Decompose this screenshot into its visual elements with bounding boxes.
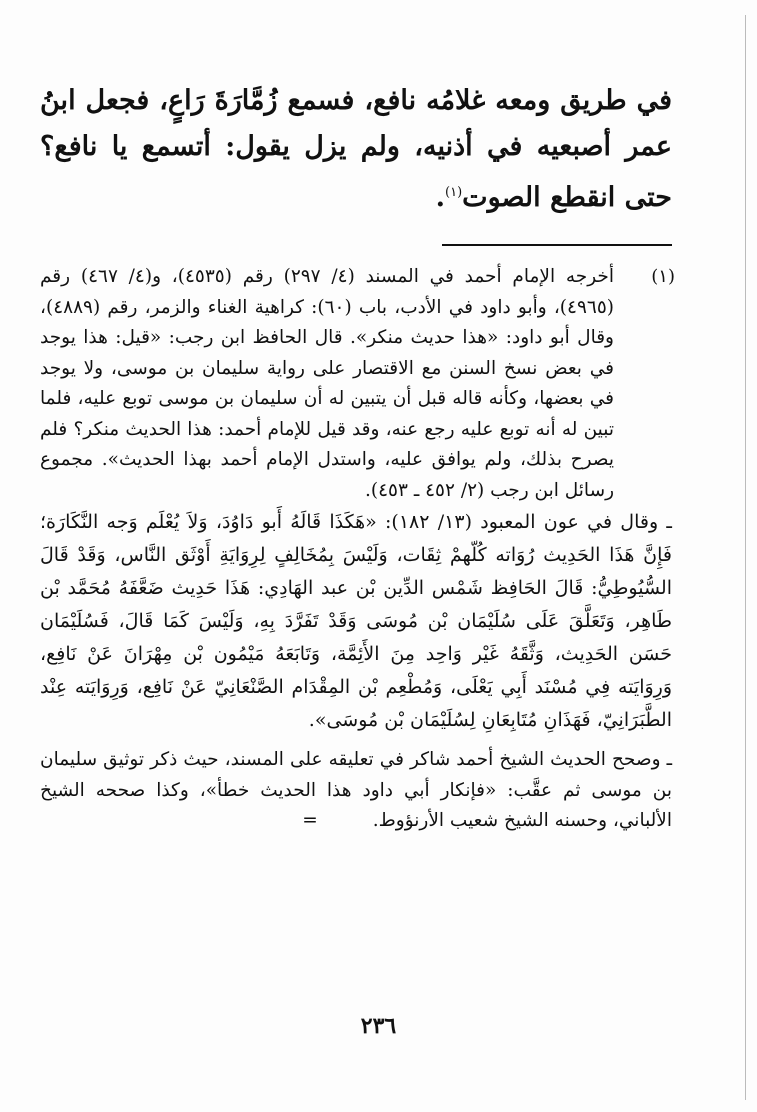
footnote-paragraph-3-text: ـ وصحح الحديث الشيخ أحمد شاكر في تعليقه على المسند، حيث ذكر توثيق سليمان بن موسى ثم عقَّب: «فإنكار أبي داود هذا الحديث خطأ»، وكذا صححه الشيخ الألباني، وحسنه الشيخ شعيب الأرنؤوط. <box>40 749 672 831</box>
footnote-reference[interactable]: (١) <box>445 185 463 200</box>
continuation-mark: = <box>302 810 318 831</box>
footnote-section <box>40 262 672 837</box>
main-text-body: في طريق ومعه غلامُه نافع، فسمع زُمَّارَةَ رَاعٍ، فجعل ابنُ عمر أصبعيه في أذنيه، ولم يزل يقول: أتسمع يا نافع؟ حتى انقطع الصوت <box>40 85 672 213</box>
page-edge-line <box>745 15 746 1100</box>
main-text-end: . <box>435 182 446 213</box>
footnote-separator <box>442 244 672 246</box>
page-number: ٢٣٦ <box>360 1013 397 1039</box>
footnote-paragraph-2: ـ وقال في عون المعبود (١٣/ ١٨٢): «هَكَذَا قَالَهُ أَبو دَاوُدَ، وَلاَ يُعْلَم وَجه النَّكَارَة؛ فَإِنَّ هَذَا الحَدِيث رُوَاته كُلّهمْ ثِقَات، وَلَيْسَ بِمُخَالِفٍ لِرِوَايَةِ أَوْثَق النَّاس، وَقَدْ قَالَ السُّيُوطِيُّ: قَالَ الحَافِظ شَمْس الدِّين بْن عبد الهَادِي: هَذَا حَدِيث ضَعَّفَهُ مُحَمَّد بْن طَاهِر، وَتَعَلَّقَ عَلَى سُلَيْمَان بْن مُوسَى وَقَدْ تَفَرَّدَ بِهِ، وَلَيْسَ كَمَا قَالَ، فَسُلَيْمَان حَسَن الحَدِيث، وَثَّقَهُ غَيْر وَاحِد مِنَ الأَئِمَّة، وَتَابَعَهُ مَيْمُون بْن مِهْرَانَ عَنْ نَافِع، وَرِوَايَته فِي مُسْنَد أَبِي يَعْلَى، وَمُطْعِم بْن المِقْدَام الصَّنْعَانِيّ عَنْ نَافِع، وَرِوَايَته عِنْد الطَّبَرَانِيّ، فَهَذَانِ مُتَابِعَانِ لِسُلَيْمَان بْن مُوسَى». <box>40 511 672 731</box>
main-text <box>40 78 672 221</box>
footnote-number: (١) <box>651 266 675 287</box>
footnote-paragraph-3 <box>40 745 672 837</box>
footnote-paragraph-1: أخرجه الإمام أحمد في المسند (٤/ ٢٩٧) رقم (٤٥٣٥)، و(٤/ ٤٦٧) رقم (٤٩٦٥)، وأبو داود في الأدب، باب (٦٠): كراهية الغناء والزمر، رقم (٤٨٨٩)، وقال أبو داود: «هذا حديث منكر». قال الحافظ ابن رجب: «قيل: هذا يوجد في بعض نسخ السنن مع الاقتصار على رواية سليمان بن موسى، ولا يوجد في بعضها، وكأنه قاله قبل أن يتبين له أن سليمان بن موسى توبع عليه، فلما تبين له أنه توبع عليه رجع عنه، وقد قيل للإمام أحمد: هذا الحديث منكر؟ فلم يصرح بذلك، ولم يوافق عليه، واستدل الإمام أحمد بهذا الحديث». مجموع رسائل ابن رجب (٢/ ٤٥٢ ـ ٤٥٣). <box>40 266 614 501</box>
